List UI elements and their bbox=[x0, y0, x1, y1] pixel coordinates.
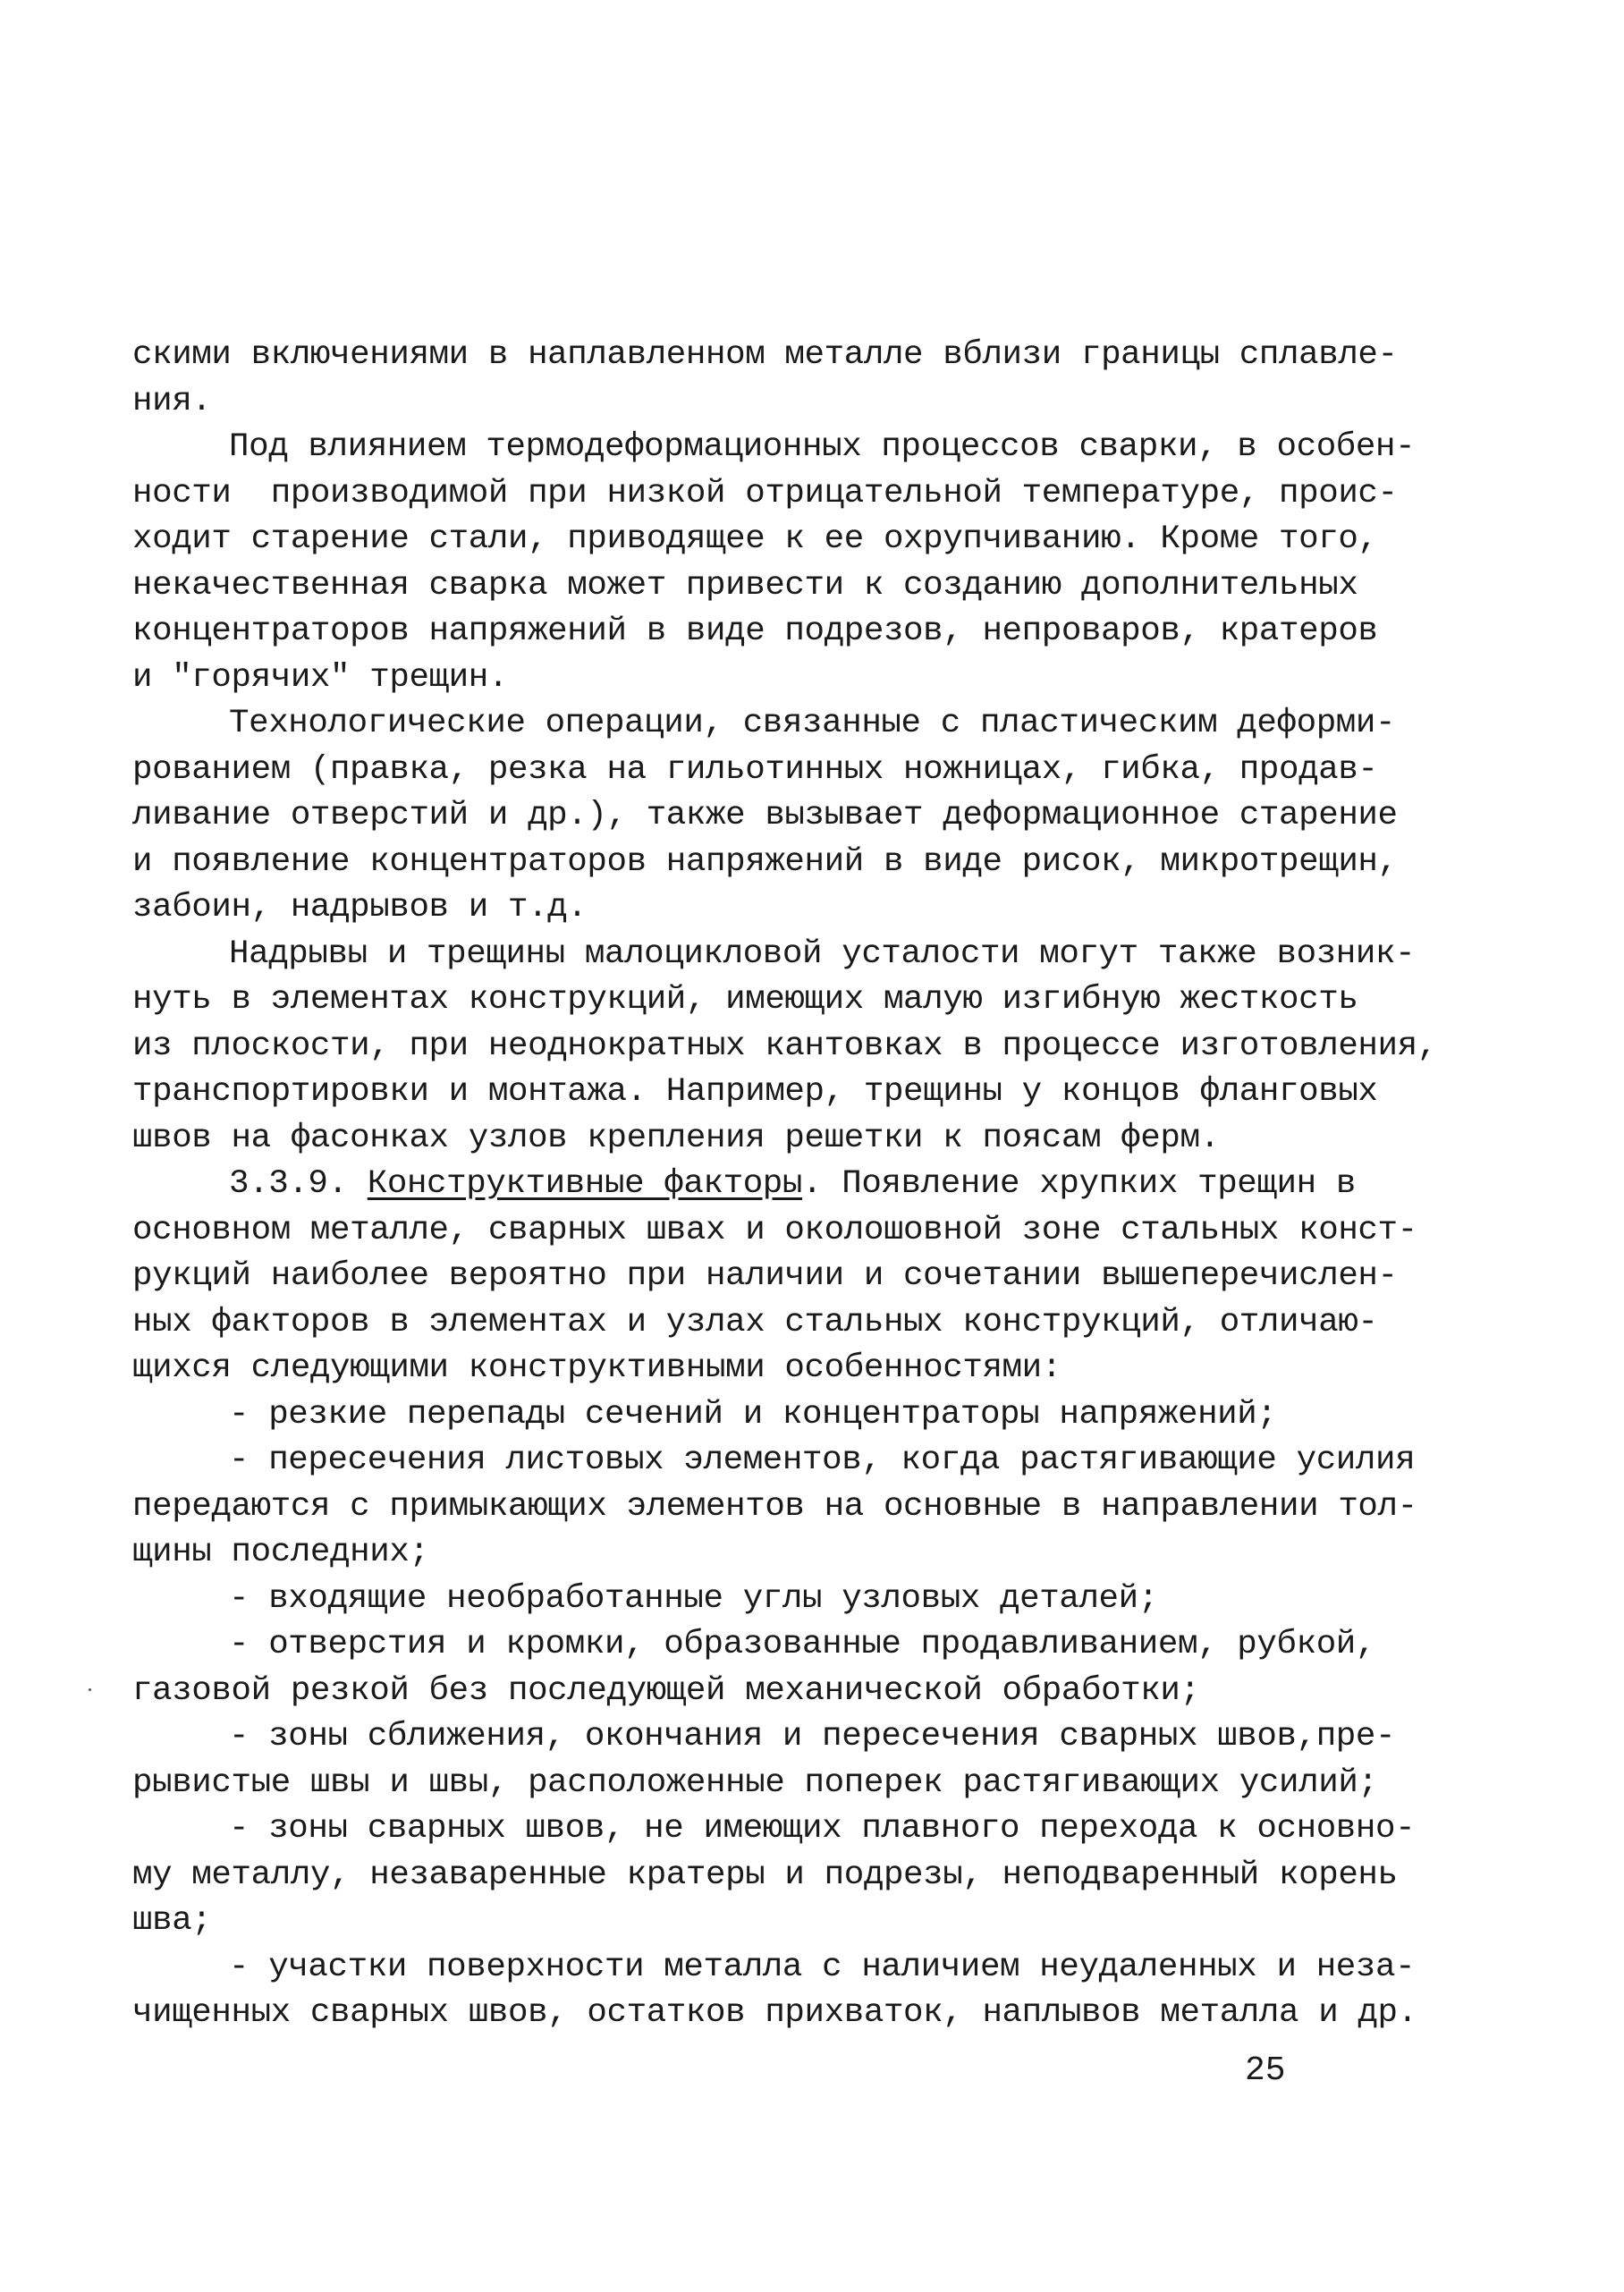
list-item-line: - участки поверхности металла с наличием неудаленных и неза- bbox=[229, 1948, 1416, 1986]
paragraph-start-line: Под влиянием термодеформационных процессов сварки, в особен- bbox=[229, 428, 1416, 466]
text-line: чищенных сварных швов, остатков прихваток, наплывов металла и др. bbox=[132, 1994, 1417, 2032]
text-line: некачественная сварка может привести к созданию дополнительных bbox=[132, 566, 1358, 605]
list-item-line: - резкие перепады сечений и концентраторы напряжений; bbox=[229, 1395, 1277, 1434]
text-line: ности производимой при низкой отрицательной температуре, проис- bbox=[132, 474, 1398, 512]
text-line: ходит старение стали, приводящее к ее охрупчиванию. Кроме того, bbox=[132, 520, 1378, 558]
text-line: нуть в элементах конструкций, имеющих малую изгибную жесткость bbox=[132, 981, 1358, 1019]
text-line: рукций наиболее вероятно при наличии и сочетании вышеперечислен- bbox=[132, 1257, 1398, 1295]
list-item-line: - пересечения листовых элементов, когда растягивающие усилия bbox=[229, 1442, 1416, 1479]
text-line: швов на фасонках узлов крепления решетки к поясам ферм. bbox=[132, 1119, 1220, 1157]
stray-dot bbox=[89, 1688, 91, 1691]
document-body bbox=[132, 333, 1437, 2037]
text-line: рованием (правка, резка на гильотинных ножницах, гибка, продав- bbox=[132, 750, 1378, 789]
text-line: му металлу, незаваренные кратеры и подрезы, неподваренный корень bbox=[132, 1856, 1398, 1894]
text-line: ния. bbox=[132, 382, 212, 420]
list-item-line: - зоны сварных швов, не имеющих плавного перехода к основно- bbox=[229, 1810, 1416, 1848]
text-line: скими включениями в наплавленном металле вблизи границы сплавле- bbox=[132, 336, 1398, 374]
paragraph-start-line: Надрывы и трещины малоцикловой усталости могут также возник- bbox=[229, 935, 1416, 973]
text-line: из плоскости, при неоднократных кантовках в процессе изготовления, bbox=[132, 1027, 1437, 1065]
text-line: и "горячих" трещин. bbox=[132, 658, 508, 697]
text-line: ных факторов в элементах и узлах стальных конструкций, отличаю- bbox=[132, 1303, 1378, 1341]
text-line: передаются с примыкающих элементов на основные в направлении тол- bbox=[132, 1487, 1417, 1526]
list-item-line: - отверстия и кромки, образованные продавливанием, рубкой, bbox=[229, 1626, 1376, 1663]
text-line: и появление концентраторов напряжений в виде рисок, микротрещин, bbox=[132, 842, 1398, 881]
section-heading: Конструктивные факторы bbox=[367, 1165, 803, 1203]
text-line: концентраторов напряжений в виде подрезов, непроваров, кратеров bbox=[132, 613, 1378, 650]
text-line: шва; bbox=[132, 1902, 212, 1940]
list-item-line: - входящие необработанные углы узловых деталей; bbox=[229, 1579, 1158, 1618]
section-number: 3.3.9. bbox=[229, 1165, 368, 1203]
page-number: 25 bbox=[1245, 2051, 1286, 2090]
text-line: рывистые швы и швы, расположенные поперек растягивающих усилий; bbox=[132, 1763, 1378, 1802]
text-line: транспортировки и монтажа. Например, трещины у концов фланговых bbox=[132, 1073, 1378, 1111]
text-line: щихся следующими конструктивными особенностями: bbox=[132, 1349, 1062, 1387]
text-line: забоин, надрывов и т.д. bbox=[132, 889, 588, 926]
text-line: ливание отверстий и др.), также вызывает деформационное старение bbox=[132, 797, 1398, 834]
paragraph-start-line: Технологические операции, связанные с пластическим деформи- bbox=[229, 705, 1396, 742]
text-line: щины последних; bbox=[132, 1534, 429, 1571]
section-heading-rest: . Появление хрупких трещин в bbox=[802, 1165, 1356, 1203]
text-line: газовой резкой без последующей механической обработки; bbox=[132, 1671, 1200, 1710]
list-item-line: - зоны сближения, окончания и пересечения сварных швов,пре- bbox=[229, 1718, 1396, 1755]
text-line: основном металле, сварных швах и околошовной зоне стальных конст- bbox=[132, 1211, 1417, 1249]
section-heading-line bbox=[132, 1162, 1366, 1208]
